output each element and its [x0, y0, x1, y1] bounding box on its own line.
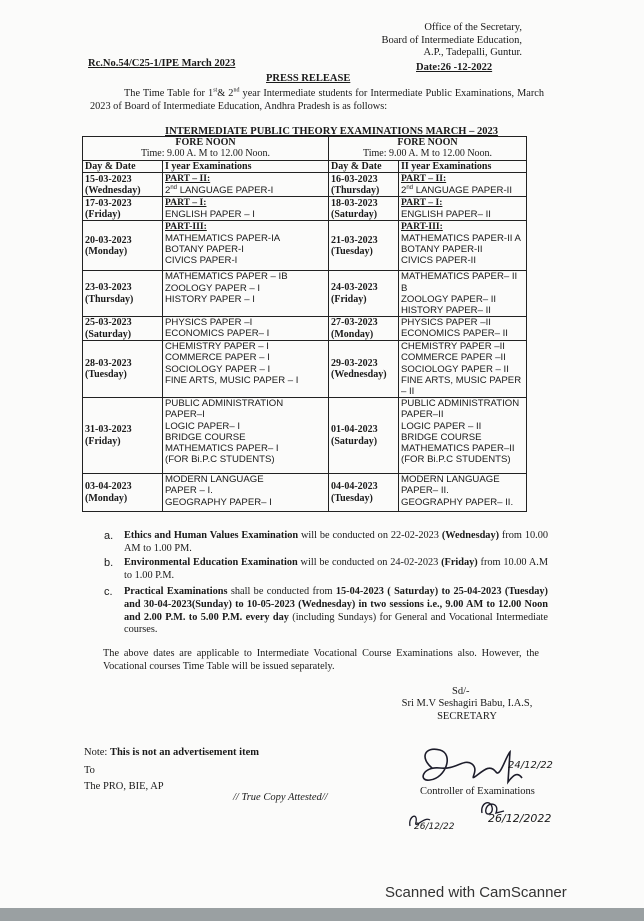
second-year-exam-cell: [399, 474, 527, 512]
first-year-exam-cell: [163, 341, 329, 398]
first-year-exam-cell: [163, 398, 329, 474]
note-text: (Friday): [441, 557, 478, 569]
notes-list: [104, 530, 548, 639]
exam-line: PUBLIC ADMINISTRATION: [401, 398, 520, 410]
exam-weekday: (Wednesday): [85, 184, 141, 196]
closing-paragraph: The above dates are applicable to Intermediate Vocational Course Examinations also. However, the Vocational courses Time Table will be issued separately.: [103, 648, 539, 672]
exam-date: 24-03-2023: [331, 282, 378, 294]
second-year-date-cell: [329, 341, 399, 398]
exam-line: ENGLISH PAPER – I: [165, 208, 255, 220]
exam-line: SOCIOLOGY PAPER – II: [401, 363, 509, 375]
note-label: b.: [104, 557, 114, 570]
first-year-date-cell: [83, 317, 163, 341]
exam-line: BOTANY PAPER-I: [165, 243, 244, 255]
exam-line: PART-III:: [165, 221, 207, 233]
secretary-block: [396, 698, 538, 723]
exam-date: 15-03-2023: [85, 173, 132, 185]
exam-line: CIVICS PAPER-I: [165, 254, 238, 266]
note-text: (Wednesday): [441, 530, 500, 541]
exam-line: FINE ARTS, MUSIC PAPER – II: [401, 374, 522, 397]
to-label: To: [84, 765, 95, 776]
exam-weekday: (Tuesday): [331, 245, 373, 257]
exam-line: BRIDGE COURSE: [165, 431, 246, 443]
session-header-row: [83, 137, 527, 161]
first-year-exam-cell: [163, 197, 329, 221]
first-year-exam-cell: [163, 474, 329, 512]
exam-line: ZOOLOGY PAPER – I: [165, 282, 261, 294]
note-text: from 10.00 A.M to 1.00 P.M.: [124, 557, 549, 581]
exam-line: PHYSICS PAPER –I: [165, 317, 253, 329]
scanner-edge: [0, 908, 644, 921]
exam-line: PART – I:: [401, 197, 443, 209]
first-year-date-cell: [83, 271, 163, 317]
exam-weekday: (Wednesday): [331, 369, 387, 381]
second-year-date-cell: [329, 474, 399, 512]
exam-weekday: (Saturday): [331, 435, 378, 447]
first-year-exam-cell: [163, 271, 329, 317]
office-address: Office of the Secretary, Board of Intermediate Education, A.P., Tadepalli, Guntur.: [381, 22, 522, 58]
session-right: FORE NOON Time: 9.00 A. M to 12.00 Noon.: [329, 137, 527, 161]
exam-line: CIVICS PAPER-II: [401, 254, 476, 266]
table-row: [83, 474, 527, 512]
exam-line: PAPER–II: [401, 409, 444, 421]
note-item: [104, 557, 548, 582]
second-year-exam-cell: [399, 173, 527, 197]
advertisement-note: Note: This is not an advertisement item: [84, 747, 259, 758]
exam-line: BRIDGE COURSE: [401, 431, 482, 443]
note-text: 15-04-2023 ( Saturday) to 25-04-2023 (Tuesday) and 30-04-2023(Sunday) to 10-05-2023 (Wednesday) in two sessions i.e., 9.00 AM to 12.00 Noon and 2.00 P.M. to 5.00 P.M. every day: [124, 586, 548, 623]
col-day-date-2: Day & Date: [329, 161, 399, 173]
exam-line: ENGLISH PAPER– II: [401, 208, 491, 220]
reference-number: Rc.No.54/C25-1/IPE March 2023: [88, 58, 236, 69]
note-text: Ethics and Human Values Examination: [124, 530, 299, 541]
note-label: c.: [104, 586, 113, 599]
note-text: shall be conducted from: [227, 586, 336, 598]
exam-line: MATHEMATICS PAPER– II B: [401, 271, 518, 294]
exam-line: ECONOMICS PAPER– I: [165, 328, 270, 340]
note-item: [104, 586, 548, 636]
second-year-date-cell: [329, 398, 399, 474]
exam-line: HISTORY PAPER– II: [401, 304, 491, 316]
exam-line-text: 2nd LANGUAGE PAPER-I: [165, 184, 274, 196]
exam-line: MATHEMATICS PAPER-IA: [165, 232, 281, 244]
first-year-exam-cell: [163, 221, 329, 271]
table-row: [83, 271, 527, 317]
intro-paragraph: The Time Table for 1st& 2nd year Intermediate students for Intermediate Public Examinations, March 2023 of Board of Intermediate Education, Andhra Pradesh is as follows:: [90, 87, 545, 112]
second-year-exam-cell: [399, 317, 527, 341]
first-year-date-cell: [83, 341, 163, 398]
exam-line: SOCIOLOGY PAPER – I: [165, 363, 271, 375]
secretary-title: SECRETARY: [437, 710, 497, 722]
second-year-date-cell: [329, 173, 399, 197]
secretary-name: Sri M.V Seshagiri Babu, I.A.S,: [401, 698, 533, 709]
note-item: [104, 530, 548, 555]
first-year-date-cell: [83, 398, 163, 474]
exam-line: (FOR Bi.P.C STUDENTS): [165, 454, 275, 466]
timetable: [82, 136, 527, 512]
first-year-date-cell: [83, 197, 163, 221]
exam-line: PHYSICS PAPER –II: [401, 317, 491, 329]
exam-date: 01-04-2023: [331, 424, 378, 436]
note-label: a.: [104, 530, 114, 542]
exam-weekday: (Friday): [85, 435, 121, 447]
camscanner-watermark: Scanned with CamScanner: [385, 884, 567, 901]
exam-line: COMMERCE PAPER –II: [401, 352, 506, 364]
first-year-date-cell: [83, 474, 163, 512]
exam-line: HISTORY PAPER – I: [165, 293, 255, 305]
exam-weekday: (Monday): [85, 492, 128, 504]
recipient: The PRO, BIE, AP: [84, 781, 164, 792]
exam-line-text: 2nd LANGUAGE PAPER-II: [401, 184, 513, 196]
exam-line: COMMERCE PAPER – I: [165, 352, 270, 364]
col-second-year: II year Examinations: [399, 161, 527, 173]
exam-line: [165, 185, 326, 196]
second-year-exam-cell: [399, 221, 527, 271]
table-row: [83, 173, 527, 197]
second-year-date-cell: [329, 197, 399, 221]
first-year-exam-cell: [163, 173, 329, 197]
table-row: [83, 197, 527, 221]
note-text: will be conducted on 24-02-2023: [297, 557, 442, 569]
note-text: will be conducted on 22-02-2023: [298, 530, 442, 541]
exam-line: CHEMISTRY PAPER –II: [401, 341, 505, 353]
exam-line: MATHEMATICS PAPER–II: [401, 442, 515, 454]
exam-line: MATHEMATICS PAPER – IB: [165, 271, 288, 283]
exam-date: 03-04-2023: [85, 481, 132, 493]
release-date: Date:26 -12-2022: [416, 62, 493, 73]
exam-line: FINE ARTS, MUSIC PAPER – I: [165, 374, 299, 386]
column-header-row: [83, 161, 527, 173]
col-first-year: I year Examinations: [163, 161, 329, 173]
exam-line: PUBLIC ADMINISTRATION: [165, 398, 284, 410]
press-release-heading: PRESS RELEASE: [266, 73, 351, 84]
second-year-exam-cell: [399, 398, 527, 474]
second-year-exam-cell: [399, 197, 527, 221]
timetable-title: INTERMEDIATE PUBLIC THEORY EXAMINATIONS MARCH – 2023: [165, 126, 498, 137]
exam-line: GEOGRAPHY PAPER– II.: [401, 496, 514, 508]
exam-weekday: (Monday): [331, 328, 374, 340]
exam-date: 23-03-2023: [85, 282, 132, 294]
exam-date: 31-03-2023: [85, 424, 132, 436]
exam-date: 21-03-2023: [331, 234, 378, 246]
table-row: [83, 398, 527, 474]
exam-date: 20-03-2023: [85, 234, 132, 246]
sd-mark: Sd/-: [452, 686, 470, 697]
exam-date: 29-03-2023: [331, 357, 378, 369]
exam-weekday: (Saturday): [331, 208, 378, 220]
exam-line: PART-III:: [401, 221, 443, 233]
col-day-date: Day & Date: [83, 161, 163, 173]
exam-line: BOTANY PAPER-II: [401, 243, 483, 255]
exam-weekday: (Tuesday): [331, 492, 373, 504]
note-text: from 10.00 AM to 1.00 PM.: [124, 530, 548, 554]
table-row: [83, 221, 527, 271]
exam-line: MATHEMATICS PAPER-II A: [401, 232, 521, 244]
exam-line: LOGIC PAPER– I: [165, 420, 240, 432]
handwritten-date-2: 26/12/2022: [488, 812, 552, 825]
handwritten-date-1: 24/12/22: [508, 760, 553, 771]
exam-line: [401, 185, 524, 196]
controller-of-examinations: Controller of Examinations: [420, 786, 535, 797]
exam-date: 28-03-2023: [85, 357, 132, 369]
exam-line: PAPER – I.: [165, 485, 213, 497]
exam-line: ZOOLOGY PAPER– II: [401, 293, 497, 305]
exam-line: PAPER–I: [165, 409, 205, 421]
exam-date: 16-03-2023: [331, 173, 378, 185]
exam-line: LOGIC PAPER – II: [401, 420, 482, 432]
second-year-date-cell: [329, 271, 399, 317]
exam-line: (FOR Bi.P.C STUDENTS): [401, 454, 511, 466]
handwritten-date-3: 26/12/22: [414, 822, 455, 832]
exam-date: 27-03-2023: [331, 317, 378, 329]
note-text: (including Sundays) for General and Vocational Intermediate courses.: [124, 611, 548, 636]
exam-line: MODERN LANGUAGE: [401, 474, 500, 486]
true-copy-attested: // True Copy Attested//: [233, 792, 328, 803]
exam-line: MODERN LANGUAGE: [165, 474, 264, 486]
note-text: Practical Examinations: [124, 586, 228, 598]
note-text: Environmental Education Examination: [124, 557, 298, 569]
first-year-exam-cell: [163, 317, 329, 341]
exam-date: 17-03-2023: [85, 197, 132, 209]
exam-weekday: (Thursday): [331, 184, 380, 196]
second-year-date-cell: [329, 317, 399, 341]
first-year-date-cell: [83, 221, 163, 271]
exam-line: CHEMISTRY PAPER – I: [165, 341, 269, 353]
first-year-date-cell: [83, 173, 163, 197]
second-year-exam-cell: [399, 271, 527, 317]
exam-date: 18-03-2023: [331, 197, 378, 209]
exam-line: PART – II:: [401, 173, 447, 185]
table-row: [83, 341, 527, 398]
exam-line: MATHEMATICS PAPER– I: [165, 442, 279, 454]
exam-date: 04-04-2023: [331, 481, 378, 493]
second-year-exam-cell: [399, 341, 527, 398]
exam-weekday: (Monday): [85, 245, 128, 257]
exam-weekday: (Saturday): [85, 328, 132, 340]
exam-line: ECONOMICS PAPER– II: [401, 328, 508, 340]
exam-date: 25-03-2023: [85, 317, 132, 329]
session-left: FORE NOON Time: 9.00 A. M to 12.00 Noon.: [83, 137, 329, 161]
timetable-body: [83, 173, 527, 512]
second-year-date-cell: [329, 221, 399, 271]
exam-line: PAPER– II.: [401, 485, 449, 497]
exam-weekday: (Thursday): [85, 293, 134, 305]
exam-weekday: (Tuesday): [85, 369, 127, 381]
exam-line: PART – II:: [165, 173, 211, 185]
exam-line: PART – I:: [165, 197, 207, 209]
table-row: [83, 317, 527, 341]
exam-weekday: (Friday): [85, 208, 121, 220]
exam-line: GEOGRAPHY PAPER– I: [165, 496, 272, 508]
exam-weekday: (Friday): [331, 293, 367, 305]
